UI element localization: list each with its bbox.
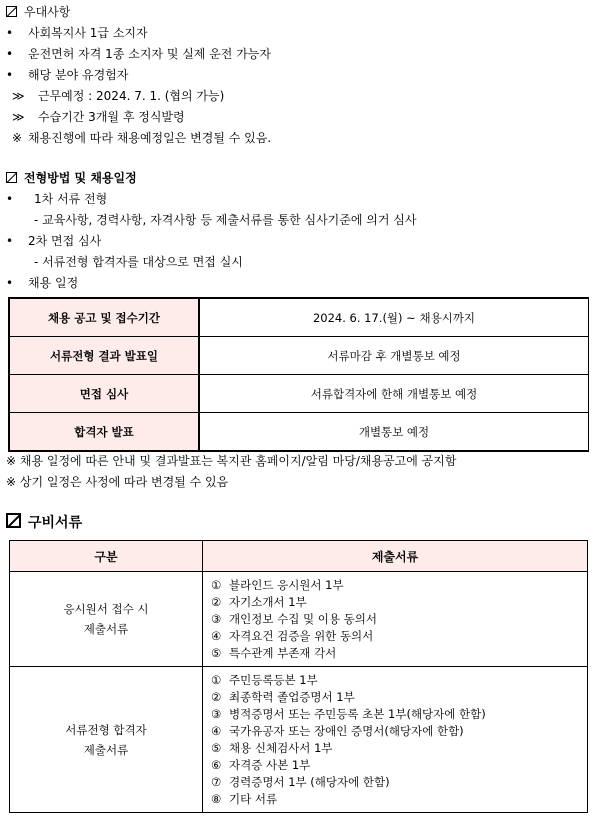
documents-cell — [203, 667, 588, 813]
list-item: • 사회복지사 1급 소지자 — [6, 26, 148, 40]
preferences-heading: 우대사항 — [6, 3, 70, 21]
table-row — [9, 337, 589, 375]
documents-cell — [203, 572, 588, 667]
table-row — [9, 298, 589, 337]
list-item: ① 주민등록등본 1부 — [211, 672, 318, 687]
list-item: ③ 개인정보 수집 및 이용 동의서 — [211, 611, 377, 626]
list-item: • 채용 일정 — [6, 276, 79, 290]
list-item: ⑤ 특수관계 부존재 각서 — [211, 645, 337, 660]
step-detail: - 서류전형 합격자를 대상으로 면접 실시 — [34, 255, 243, 269]
schedule-value: 서류합격자에 한해 개별통보 예정 — [199, 375, 589, 413]
checkbox-slash-icon — [6, 6, 17, 17]
selection-heading: 전형방법 및 채용일정 — [6, 169, 137, 187]
checkbox-slash-icon — [6, 172, 17, 183]
checkbox-slash-icon — [6, 513, 21, 528]
list-item: ⑧ 기타 서류 — [211, 791, 278, 806]
list-item: ④ 국가유공자 또는 장애인 증명서(해당자에 한함) — [211, 723, 464, 738]
note-line: ※ 채용진행에 따라 채용예정일은 변경될 수 있음. — [12, 131, 272, 145]
category-cell: 응시원서 접수 시 제출서류 — [10, 572, 203, 667]
schedule-note: ※ 채용 일정에 따른 안내 및 결과발표는 복지관 홈페이지/알림 마당/채용공고에 공지함 — [6, 454, 457, 468]
list-item: ⑤ 채용 신체검사서 1부 — [211, 740, 333, 755]
list-item: ② 자기소개서 1부 — [211, 594, 307, 609]
schedule-table — [8, 297, 589, 452]
category-cell: 서류전형 합격자 제출서류 — [10, 667, 203, 813]
table-header-row — [10, 541, 588, 572]
step-detail: - 교육사항, 경력사항, 자격사항 등 제출서류를 통한 심사기준에 의거 심사 — [34, 213, 417, 227]
list-item: ③ 병적증명서 또는 주민등록 초본 1부(해당자에 한함) — [211, 706, 486, 721]
schedule-value: 2024. 6. 17.(월) ~ 채용시까지 — [199, 298, 589, 337]
schedule-label: 합격자 발표 — [9, 413, 199, 452]
column-header-docs: 제출서류 — [203, 541, 588, 572]
schedule-value: 개별통보 예정 — [199, 413, 589, 452]
list-item: ① 블라인드 응시원서 1부 — [211, 577, 344, 592]
list-item: • 2차 면접 심사 — [6, 234, 102, 248]
list-item: • 1차 서류 전형 — [6, 192, 108, 206]
table-row — [9, 413, 589, 452]
documents-heading: 구비서류 — [6, 513, 82, 531]
schedule-note: ※ 상기 일정은 사정에 따라 변경될 수 있음 — [6, 475, 229, 489]
list-item: ② 최종학력 졸업증명서 1부 — [211, 689, 355, 704]
list-item: ⑦ 경력증명서 1부 (해당자에 한함) — [211, 774, 390, 789]
column-header-category: 구분 — [10, 541, 203, 572]
documents-table — [9, 540, 588, 813]
schedule-label: 서류전형 결과 발표일 — [9, 337, 199, 375]
table-row — [10, 572, 588, 667]
table-row — [10, 667, 588, 813]
table-row — [9, 375, 589, 413]
list-item: ④ 자격요건 검증을 위한 동의서 — [211, 628, 374, 643]
note-line: ≫ 근무예정 : 2024. 7. 1. (협의 가능) — [12, 89, 225, 103]
note-line: ≫ 수습기간 3개월 후 정식발령 — [12, 110, 185, 124]
schedule-value: 서류마감 후 개별통보 예정 — [199, 337, 589, 375]
schedule-label: 채용 공고 및 접수기간 — [9, 298, 199, 337]
list-item: • 해당 분야 유경험자 — [6, 68, 129, 82]
list-item: ⑥ 자격증 사본 1부 — [211, 757, 311, 772]
list-item: • 운전면허 자격 1종 소지자 및 실제 운전 가능자 — [6, 47, 271, 61]
schedule-label: 면접 심사 — [9, 375, 199, 413]
